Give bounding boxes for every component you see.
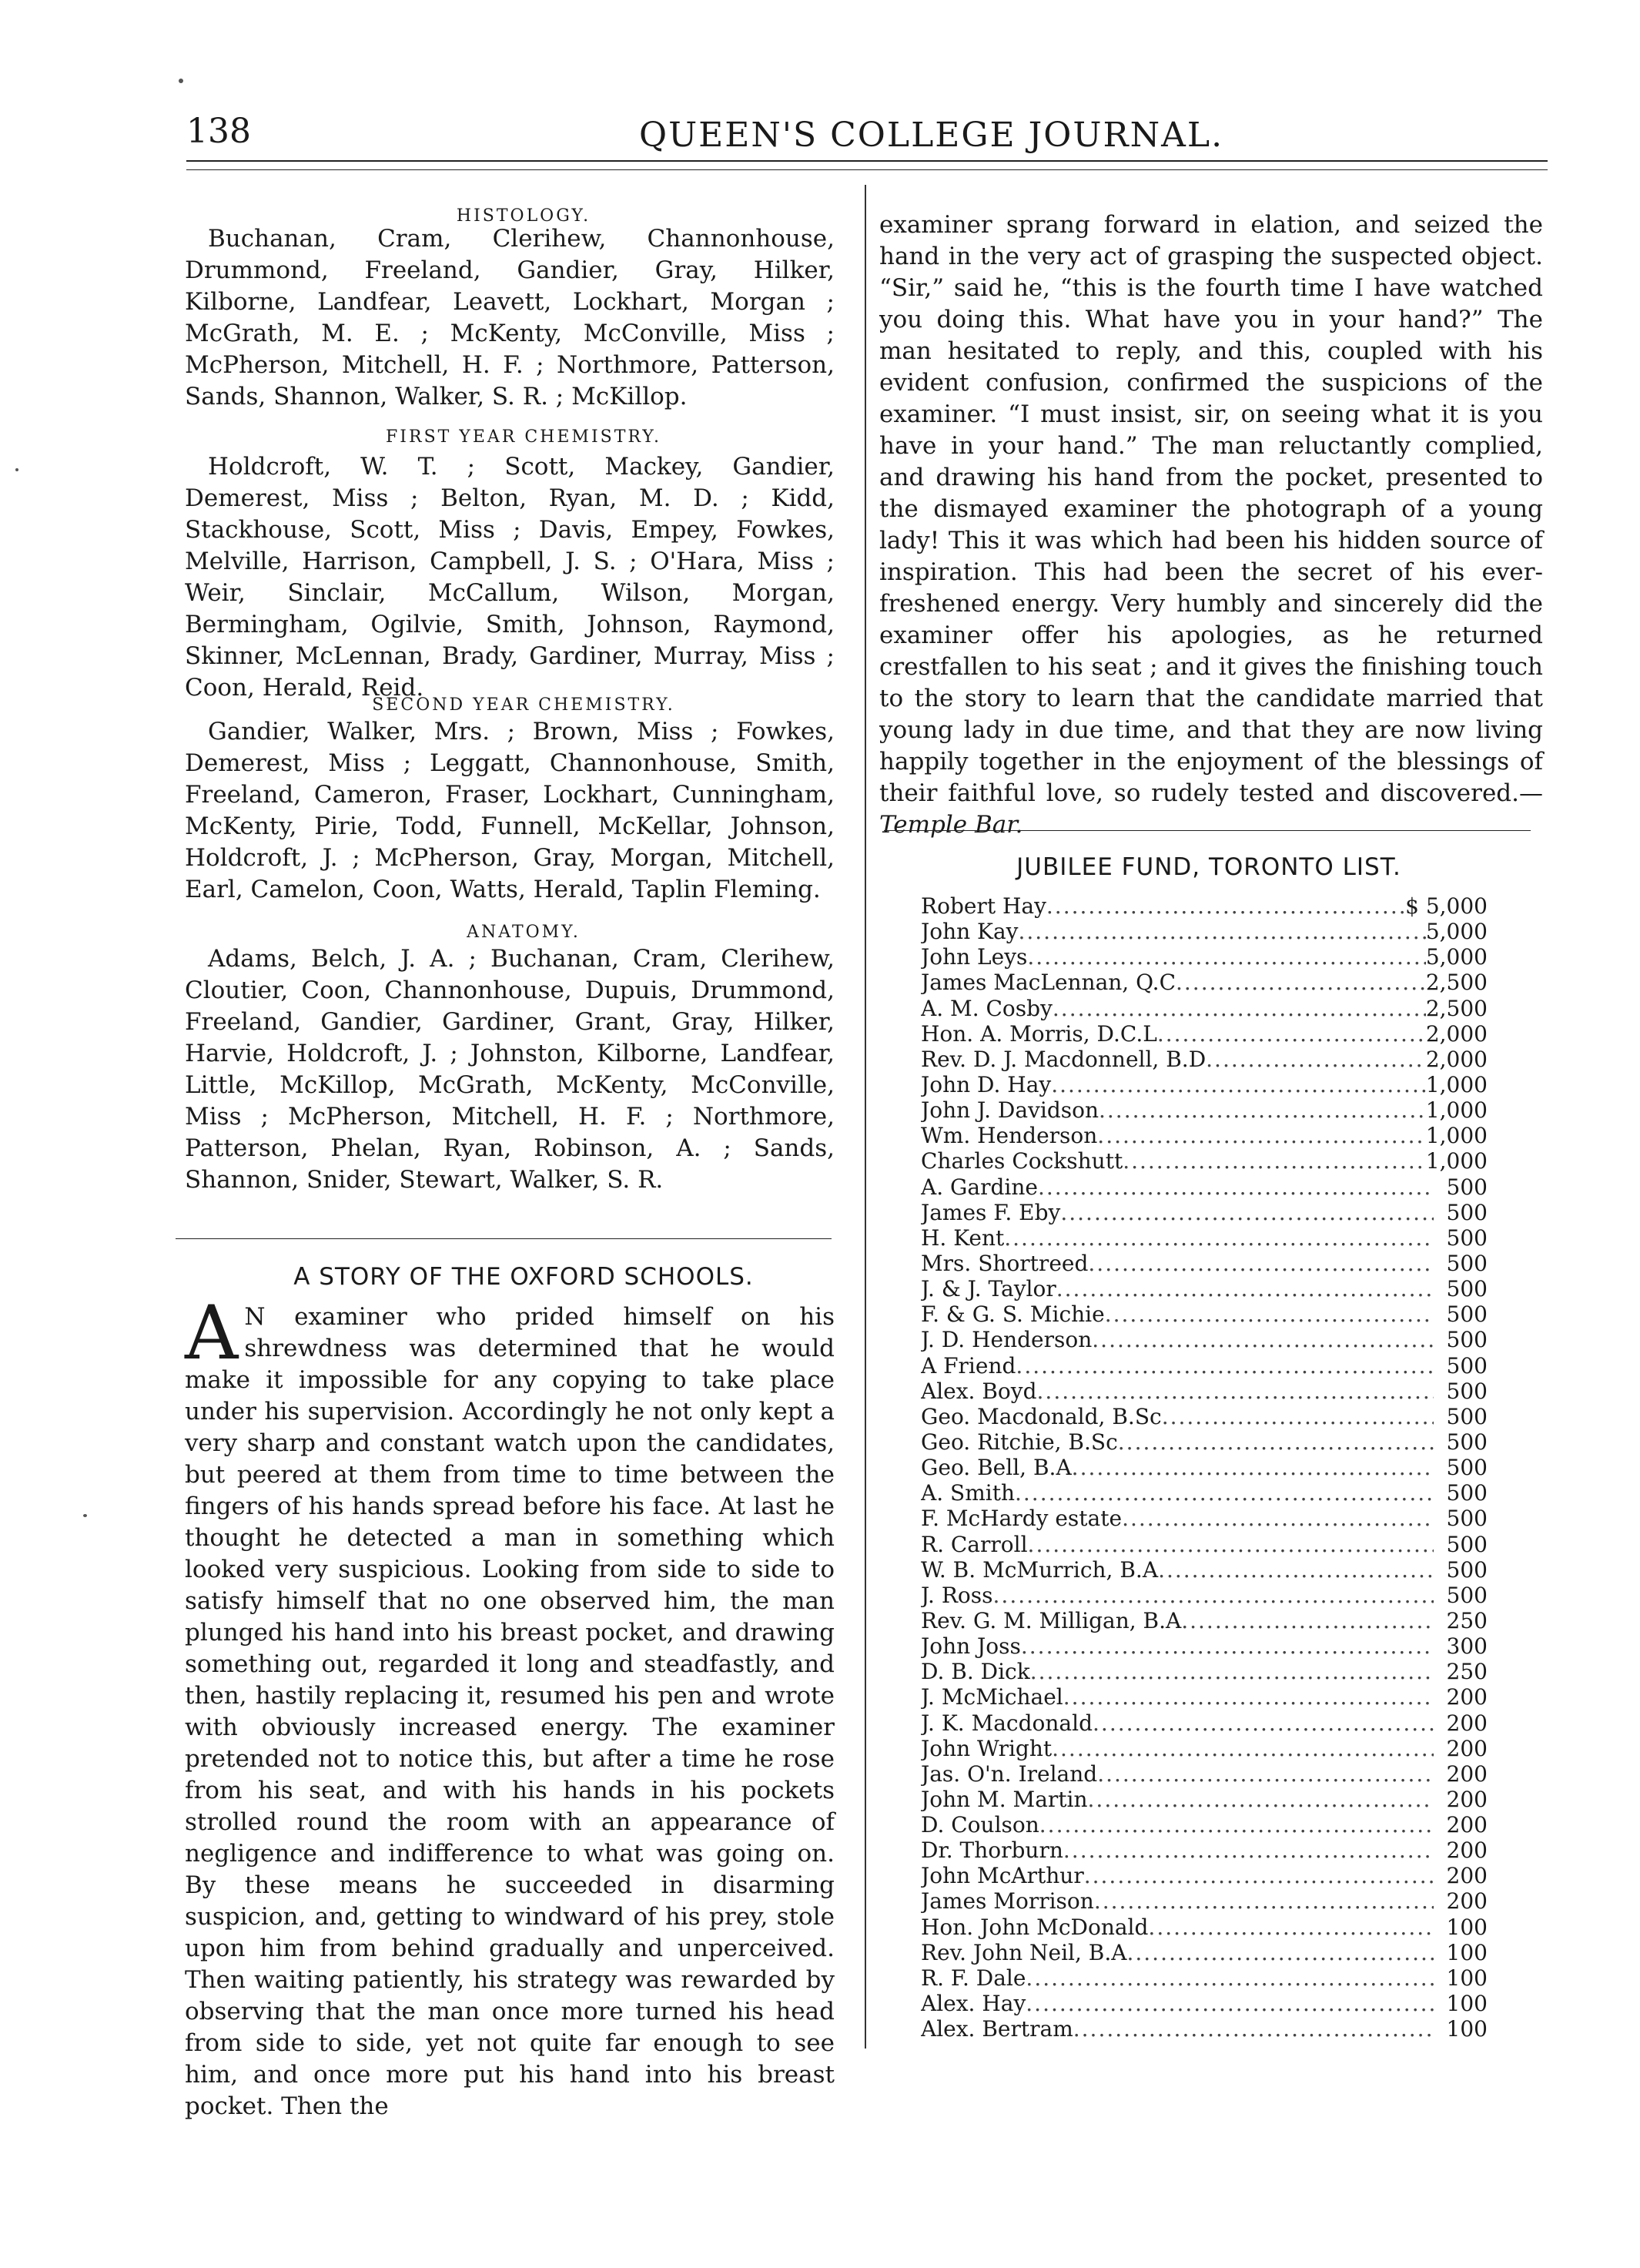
fund-entry-name: Alex. Hay [921,1991,1026,2017]
fund-entry [921,1940,1488,1965]
fund-entry-amount: $ 5,000 [1405,893,1488,919]
fund-entry-name: D. Coulson [921,1812,1039,1838]
story-text: N examiner who prided himself on his shrewdness was determined that he would make it impossible for any copying to take place under his supervision. Accordingly he not only kept a very sharp and constant watch upon the candidates, but peered at them from time to time between the fingers of his hands spread before his face. At last he thought he detected a man in something which looked very suspicious. Looking from side to side to satisfy himself that no one observed him, the man plunged his hand into his breast pocket, and drawing something out, regarded it long and steadfastly, and then, hastily replacing it, resumed his pen and wrote with obviously increased energy. The examiner pretended not to notice this, but after a time he rose from his seat, and with his hands in his pockets strolled round the room with an appearance of negligence and indifference to what was going on. By these means he succeeded in disarming suspicion, and, getting to windward of his prey, stole upon him from behind gradually and unperceived. Then waiting patiently, his strategy was rewarded by observing that the man once more turned his head from side to side, yet not quite far enough to see him, and once more put his hand into his breast pocket. Then the [185,1303,835,2120]
page-number: 138 [186,112,251,151]
fund-entry [921,1736,1488,1761]
fund-entry-name: Geo. Ritchie, B.Sc [921,1429,1118,1455]
fund-entry-amount: 200 [1446,1760,1488,1787]
fund-entry [921,970,1488,995]
fund-entry-name: A Friend [921,1352,1016,1379]
fund-entry-leader [1157,1021,1426,1047]
fund-entry-amount: 500 [1446,1429,1488,1455]
fund-entry-name: A. M. Cosby [921,995,1053,1021]
fund-entry [921,1021,1488,1047]
fund-entry-leader [1027,944,1425,970]
story-source: Temple Bar. [879,811,1023,839]
fund-entry-leader [1122,1506,1434,1531]
fund-entry-name: A. Gardine [921,1174,1038,1200]
fund-entry-leader [1162,1404,1434,1429]
fund-entry-leader [1060,1200,1434,1225]
fund-entry [921,1097,1488,1123]
fund-entry-amount: 100 [1446,1914,1488,1940]
fund-entry [921,996,1488,1021]
fund-entry-name: James MacLennan, Q.C [921,970,1176,996]
fund-entry-leader [1016,1353,1434,1379]
fund-entry [921,944,1488,970]
fund-entry [921,1047,1488,1072]
second-year-chemistry-list: Gandier, Walker, Mrs. ; Brown, Miss ; Fowkes, Demerest, Miss ; Leggatt, Channonhouse, Smith, Freeland, Cameron, Fraser, Lockhart, Cunningham, McKenty, Pirie, Todd, Funnell, McKellar, Johnson, Holdcroft, J. ; McPherson, Gray, Morgan, Mitchell, Earl, Camelon, Coon, Watts, Herald, Taplin Fleming. [185,718,835,903]
fund-entry-name: Robert Hay [921,893,1046,919]
fund-entry-name: F. & G. S. Michie [921,1302,1105,1328]
fund-entry-amount: 200 [1446,1888,1488,1915]
fund-entry [921,1480,1488,1506]
fund-entry-name: R. Carroll [921,1531,1028,1557]
fund-entry-leader [1092,1327,1434,1352]
fund-entry [921,1302,1488,1327]
fund-entry-leader [1056,1276,1434,1302]
fund-entry [921,1429,1488,1455]
fund-entry [921,1991,1488,2016]
fund-entry [921,1863,1488,1888]
fund-entry-name: J. K. Macdonald [921,1710,1093,1736]
section-heading-anatomy: ANATOMY. [467,923,581,942]
fund-entry-amount: 100 [1446,1991,1488,2017]
fund-entry-amount: 1,000 [1425,1123,1488,1149]
fund-entry-name: John J. Davidson [921,1097,1099,1124]
fund-entry-amount: 200 [1446,1812,1488,1838]
section-heading-first-year-chemistry: FIRST YEAR CHEMISTRY. [386,427,661,447]
fund-entry-leader [1158,1557,1434,1583]
fund-entry-amount: 2,500 [1425,970,1488,996]
fund-entry-name: Hon. A. Morris, D.C.L [921,1020,1157,1047]
fund-entry-amount: 2,000 [1425,1020,1488,1047]
fund-separator-rule [884,830,1531,831]
fund-entry-name: John Leys [921,944,1028,970]
fund-entry-amount: 200 [1446,1863,1488,1889]
fund-entry [921,1710,1488,1736]
fund-entry [921,1608,1488,1633]
fund-entry-amount: 250 [1446,1607,1488,1633]
scan-speck [15,468,18,471]
fund-entry-amount: 500 [1446,1224,1488,1251]
fund-entry-amount: 100 [1446,1965,1488,1991]
fund-entry-amount: 500 [1446,1582,1488,1608]
fund-entry-name: A. Smith [921,1480,1015,1506]
fund-entry [921,1787,1488,1812]
fund-entry-leader [1088,1251,1434,1276]
fund-entry-name: Geo. Bell, B.A [921,1455,1072,1481]
fund-entry-amount: 5,000 [1425,919,1488,945]
fund-entry-leader [1093,1710,1434,1736]
fund-entry [921,919,1488,944]
fund-entry-name: D. B. Dick [921,1659,1030,1685]
fund-entry-leader [1037,1379,1434,1404]
drop-cap: A [185,1290,239,1376]
fund-entry-leader [1051,1072,1426,1097]
fund-entry [921,1404,1488,1429]
column-divider [865,185,866,2049]
fund-entry-leader [1072,1455,1434,1480]
fund-entry-name: H. Kent [921,1224,1005,1251]
fund-entry-amount: 500 [1446,1480,1488,1506]
anatomy-list: Adams, Belch, J. A. ; Buchanan, Cram, Clerihew, Cloutier, Coon, Channonhouse, Dupuis, Drummond, Freeland, Gandier, Gardiner, Grant, Gray, Hilker, Harvie, Holdcroft, J. ; Johnston, Kilborne, Landfear, Little, McKillop, McGrath, McKenty, McConville, Miss ; McPherson, Mitchell, H. F. ; Northmore, Patterson, Phelan, Ryan, Robinson, A. ; Sands, Shannon, Snider, Stewart, Walker, S. R. [185,945,835,1194]
fund-entry [921,1965,1488,1991]
fund-entry-leader [1063,1684,1434,1710]
fund-entry [921,1225,1488,1251]
fund-entry-amount: 500 [1446,1531,1488,1557]
fund-entry [921,1633,1488,1659]
fund-entry-name: Geo. Macdonald, B.Sc [921,1403,1162,1429]
fund-entry-leader [1181,1608,1434,1633]
fund-entry [921,1583,1488,1608]
fund-entry [921,1812,1488,1838]
fund-entry-leader [1039,1812,1434,1838]
story-body [185,1290,835,2122]
fund-entry [921,1506,1488,1531]
fund-entry-amount: 300 [1446,1633,1488,1660]
fund-entry-name: F. McHardy estate [921,1506,1123,1532]
fund-entry-leader [1028,1532,1434,1557]
fund-entry-amount: 500 [1446,1276,1488,1302]
fund-list [921,893,1488,2042]
fund-entry-leader [1021,1633,1434,1659]
fund-entry-amount: 500 [1446,1455,1488,1481]
fund-entry-amount: 200 [1446,1786,1488,1812]
fund-entry-amount: 500 [1446,1250,1488,1276]
fund-entry-leader [1015,1480,1434,1506]
fund-entry-name: John D. Hay [921,1071,1052,1097]
fund-entry-leader [1046,893,1405,919]
fund-entry-amount: 500 [1446,1174,1488,1200]
fund-entry-leader [993,1583,1434,1608]
fund-entry [921,1200,1488,1225]
fund-entry-leader [1063,1838,1434,1863]
fund-entry-name: Alex. Boyd [921,1378,1037,1404]
fund-entry-leader [1123,1148,1426,1174]
fund-entry-leader [1094,1888,1434,1914]
fund-entry [921,1379,1488,1404]
fund-entry-leader [1126,1940,1434,1965]
fund-entry [921,1915,1488,1940]
fund-entry-name: James F. Eby [921,1199,1061,1225]
fund-entry [921,1659,1488,1684]
fund-entry [921,1353,1488,1379]
story-title: A STORY OF THE OXFORD SCHOOLS. [293,1263,754,1291]
fund-entry [921,1072,1488,1097]
header-rule-top [186,160,1548,162]
fund-title: JUBILEE FUND, TORONTO LIST. [1016,853,1401,881]
fund-entry-leader [1030,1659,1434,1684]
fund-entry-leader [1026,1965,1434,1991]
fund-entry-name: Hon. John McDonald [921,1914,1149,1940]
fund-entry-name: Alex. Bertram [921,2016,1073,2042]
story-continued-text: examiner sprang forward in elation, and seized the hand in the very act of grasping the suspected object. “Sir,” said he, “this is the fourth time I have watched you doing this. What have you in your hand?” The man hesitated to reply, and this, coupled with his evident confusion, confirmed the suspicions of the examiner. “I must insist, sir, on seeing what it is you have in your hand.” The man reluctantly complied, and drawing his hand from the pocket, presented to the dismayed examiner the photograph of a young lady! This it was which had been his hidden source of inspiration. This had been the secret of his ever-freshened energy. Very humbly and sincerely did the examiner offer his apologies, as he returned crestfallen to his seat ; and it gives the finishing touch to the story to learn that the candidate married that young lady in due time, and that they are now living happily together in the enjoyment of the blessings of their faithful love, so rudely tested and discovered.— [879,211,1543,807]
fund-entry-name: Rev. John Neil, B.A [921,1939,1127,1965]
fund-entry-leader [1088,1787,1434,1812]
fund-entry-name: R. F. Dale [921,1965,1026,1991]
first-year-chemistry-list: Holdcroft, W. T. ; Scott, Mackey, Gandier, Demerest, Miss ; Belton, Ryan, M. D. ; Kidd, Stackhouse, Scott, Miss ; Davis, Empey, Fowkes, Melville, Harrison, Campbell, J. S. ; O'Hara, Miss ; Weir, Sinclair, McCallum, Wilson, Morgan, Bermingham, Ogilvie, Smith, Johnson, Raymond, Skinner, McLennan, Brady, Gardiner, Murray, Miss ; Coon, Herald, Reid. [185,453,835,702]
fund-entry [921,1148,1488,1174]
fund-entry [921,1174,1488,1200]
fund-entry-amount: 2,000 [1425,1046,1488,1072]
fund-entry-amount: 5,000 [1425,944,1488,970]
scan-speck [83,1514,87,1517]
fund-entry-name: Dr. Thorburn [921,1838,1063,1864]
fund-entry [921,1532,1488,1557]
fund-entry-leader [1206,1047,1426,1072]
fund-entry [921,1276,1488,1302]
fund-entry-amount: 500 [1446,1506,1488,1532]
fund-entry [921,1684,1488,1710]
fund-entry-name: J. & J. Taylor [921,1276,1056,1302]
fund-entry-leader [1084,1863,1434,1888]
fund-entry-amount: 2,500 [1425,995,1488,1021]
fund-entry-leader [1099,1097,1426,1123]
fund-entry-leader [1026,1991,1434,2016]
fund-entry [921,2016,1488,2042]
fund-entry [921,893,1488,919]
fund-entry-name: J. D. Henderson [921,1327,1093,1353]
fund-entry-name: Rev. G. M. Milligan, B.A [921,1607,1182,1633]
scan-speck [179,79,183,83]
fund-entry [921,1123,1488,1148]
fund-entry-name: Rev. D. J. Macdonnell, B.D [921,1046,1207,1072]
fund-entry-leader [1097,1761,1434,1787]
fund-entry-amount: 500 [1446,1403,1488,1429]
fund-entry-name: J. McMichael [921,1684,1063,1710]
fund-entry-name: Wm. Henderson [921,1123,1098,1149]
fund-entry-amount: 500 [1446,1378,1488,1404]
fund-entry-leader [1148,1915,1434,1940]
fund-entry [921,1251,1488,1276]
fund-entry-amount: 500 [1446,1556,1488,1583]
story-separator-rule [176,1238,832,1239]
fund-entry-amount: 250 [1446,1659,1488,1685]
fund-entry-amount: 1,000 [1425,1097,1488,1124]
fund-entry-name: John M. Martin [921,1786,1088,1812]
fund-entry-name: John McArthur [921,1863,1084,1889]
section-heading-second-year-chemistry: SECOND YEAR CHEMISTRY. [372,695,675,715]
fund-entry-leader [1073,2016,1434,2042]
fund-entry [921,1327,1488,1352]
fund-entry-name: Jas. O'n. Ireland [921,1760,1098,1787]
fund-entry-name: John Wright [921,1735,1053,1761]
fund-entry-leader [1118,1429,1434,1455]
header-rule-bottom [186,169,1548,170]
fund-entry-leader [1105,1302,1434,1327]
fund-entry-name: John Kay [921,919,1019,945]
fund-entry-name: W. B. McMurrich, B.A [921,1556,1159,1583]
fund-entry-leader [1004,1225,1434,1251]
fund-entry-leader [1038,1174,1434,1200]
fund-entry-amount: 500 [1446,1327,1488,1353]
fund-entry-amount: 1,000 [1425,1071,1488,1097]
fund-entry-amount: 500 [1446,1302,1488,1328]
journal-title: QUEEN'S COLLEGE JOURNAL. [639,116,1224,155]
section-heading-histology: HISTOLOGY. [456,206,591,226]
fund-entry-amount: 1,000 [1425,1148,1488,1174]
fund-entry [921,1557,1488,1583]
fund-entry [921,1455,1488,1480]
fund-entry [921,1888,1488,1914]
fund-entry-name: J. Ross [921,1582,993,1608]
fund-entry-amount: 100 [1446,2016,1488,2042]
fund-entry-amount: 500 [1446,1352,1488,1379]
fund-entry-name: John Joss [921,1633,1021,1660]
fund-entry-name: Mrs. Shortreed [921,1250,1089,1276]
fund-entry-leader [1176,970,1426,995]
fund-entry-amount: 200 [1446,1838,1488,1864]
fund-entry-leader [1053,996,1426,1021]
story-continued [879,209,1543,841]
fund-entry-leader [1097,1123,1426,1148]
fund-entry-amount: 200 [1446,1684,1488,1710]
fund-entry-name: James Morrison [921,1888,1094,1915]
fund-entry-amount: 200 [1446,1710,1488,1736]
fund-entry-name: Charles Cockshutt [921,1148,1123,1174]
fund-entry-leader [1018,919,1425,944]
fund-entry [921,1838,1488,1863]
fund-entry-amount: 500 [1446,1199,1488,1225]
fund-entry-leader [1052,1736,1434,1761]
fund-entry-amount: 200 [1446,1735,1488,1761]
fund-entry [921,1761,1488,1787]
fund-entry-amount: 100 [1446,1939,1488,1965]
histology-list: Buchanan, Cram, Clerihew, Channonhouse, Drummond, Freeland, Gandier, Gray, Hilker, Kilborne, Landfear, Leavett, Lockhart, Morgan ; McGrath, M. E. ; McKenty, McConville, Miss ; McPherson, Mitchell, H. F. ; Northmore, Patterson, Sands, Shannon, Walker, S. R. ; McKillop. [185,225,835,410]
